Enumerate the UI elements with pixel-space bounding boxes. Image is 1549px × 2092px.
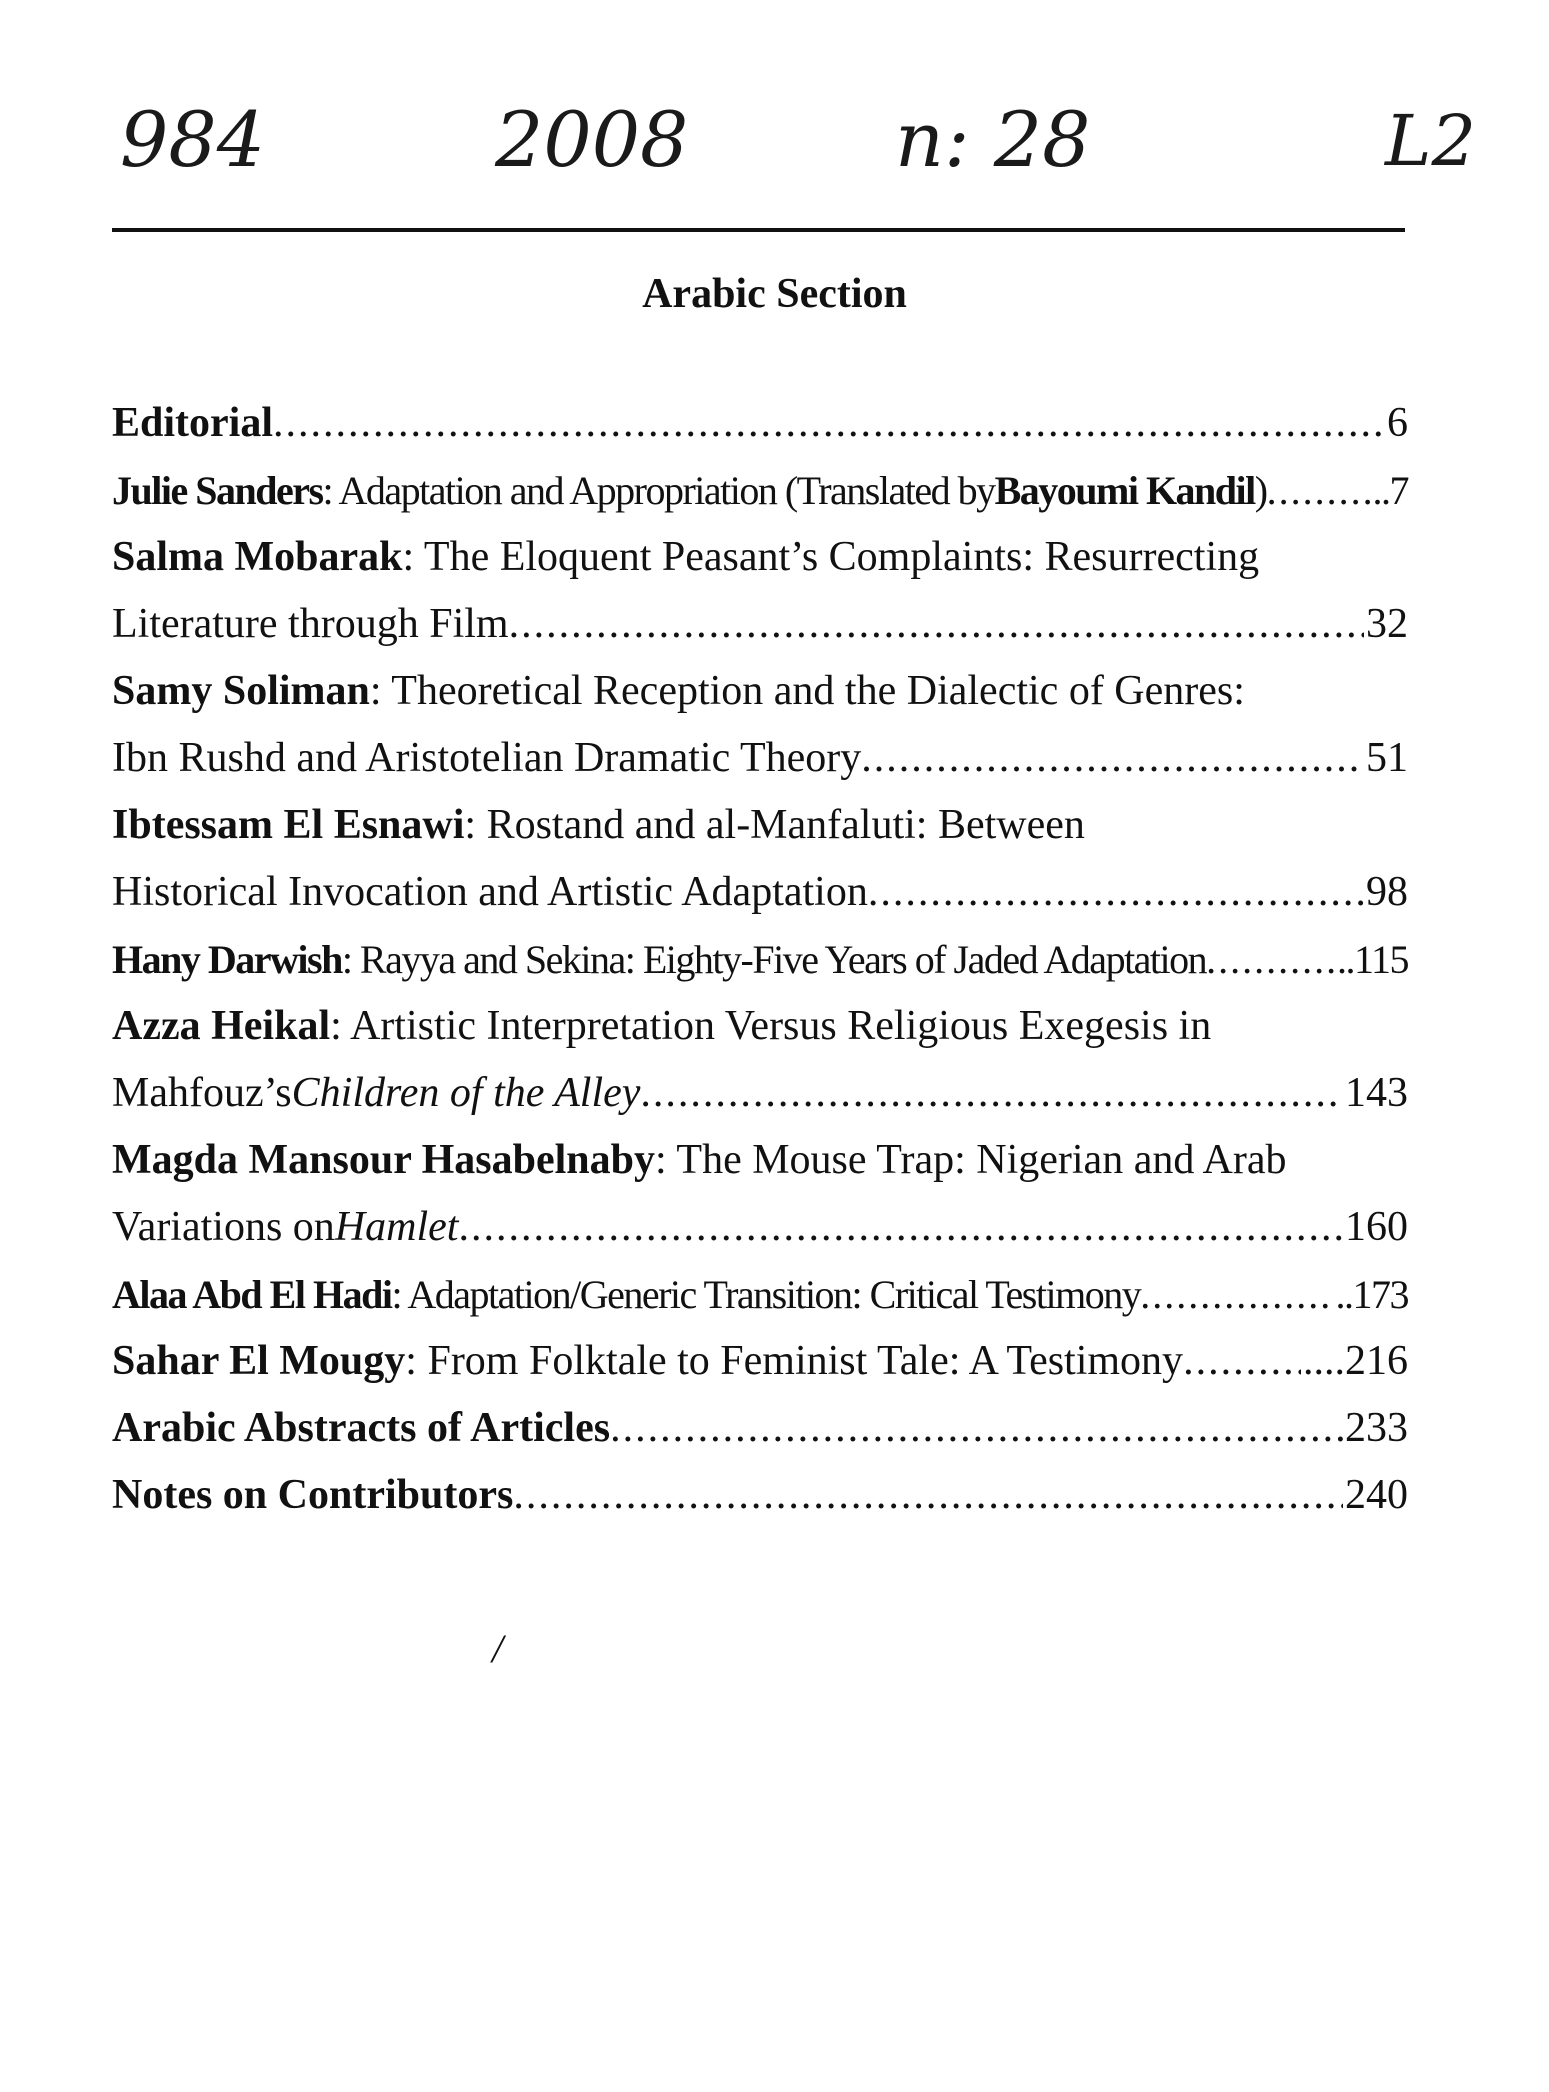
leader-dots — [458, 1194, 1343, 1261]
toc-entry-editorial[interactable] — [112, 390, 1408, 457]
page-number: ....216 — [1303, 1338, 1408, 1384]
toc-entry-sanders[interactable] — [112, 457, 1408, 524]
toc-entry-heikal[interactable] — [112, 993, 1408, 1060]
toc-entry-abd-el-hadi[interactable] — [112, 1261, 1408, 1328]
entry-title: : Adaptation/Generic Transition: Critical Testimony — [391, 1272, 1141, 1317]
page-number: ..7 — [1372, 468, 1408, 513]
page-number: 51 — [1366, 735, 1408, 781]
entry-title-italic: Children of the Alley — [291, 1070, 641, 1116]
entry-title-text: : Rostand and al-Manfaluti: Between — [464, 802, 1085, 848]
leader-dots — [1206, 926, 1335, 993]
entry-author: Alaa Abd El Hadi — [112, 1272, 392, 1317]
entry-author: Sahar El Mougy — [112, 1338, 406, 1384]
entry-title: : Rayya and Sekina: Eighty-Five Years of Jaded Adaptation — [341, 937, 1207, 982]
entry-author: Ibtessam El Esnawi — [112, 802, 465, 848]
leader-dots — [861, 725, 1364, 792]
page-number: 32 — [1366, 601, 1408, 647]
entry-title-cont: Literature through Film — [112, 601, 509, 647]
page-number: 233 — [1345, 1405, 1408, 1451]
entry-title: : Theoretical Reception and the Dialectic of Genres: — [369, 668, 1245, 714]
toc-entry-contributors[interactable] — [112, 1462, 1408, 1529]
entry-translator: Bayoumi Kandil — [994, 468, 1255, 513]
stray-pen-mark: / — [492, 1626, 504, 1671]
toc-entry-heikal-cont[interactable] — [112, 1060, 1408, 1127]
entry-title-cont: Historical Invocation and Artistic Adaptation — [112, 869, 868, 915]
page-number: ..115 — [1336, 937, 1408, 982]
section-title: Arabic Section — [642, 271, 907, 317]
entry-title: Notes on Contributors — [112, 1472, 514, 1518]
header-rule — [112, 228, 1405, 232]
leader-dots — [513, 1462, 1343, 1529]
entry-author: Salma Mobarak — [112, 534, 403, 580]
toc-entry-hasabelnaby-cont[interactable] — [112, 1194, 1408, 1261]
page-number: 98 — [1366, 869, 1408, 915]
toc-entry-abstracts[interactable] — [112, 1395, 1408, 1462]
entry-title: Editorial — [112, 400, 274, 446]
leader-dots — [273, 390, 1385, 457]
toc-entry-mobarak[interactable] — [112, 524, 1408, 591]
page-number: 240 — [1345, 1472, 1408, 1518]
entry-title-italic: Hamlet — [334, 1204, 459, 1250]
table-of-contents — [112, 390, 1408, 1529]
leader-dots — [610, 1395, 1343, 1462]
entry-title-end: ) — [1254, 468, 1267, 513]
handwritten-call-number: 984 — [120, 95, 266, 184]
handwritten-code: L2 — [1385, 100, 1477, 182]
entry-title-cont: Ibn Rushd and Aristotelian Dramatic Theory — [112, 735, 862, 781]
entry-author: Magda Mansour Hasabelnaby — [112, 1137, 655, 1183]
leader-dots — [1267, 457, 1371, 524]
toc-entry-esnawi[interactable] — [112, 792, 1408, 859]
handwritten-year: 2008 — [495, 95, 689, 184]
page-number: 143 — [1345, 1070, 1408, 1116]
toc-entry-soliman[interactable] — [112, 658, 1408, 725]
entry-title: : The Mouse Trap: Nigerian and Arab — [655, 1137, 1287, 1183]
toc-entry-soliman-cont[interactable] — [112, 725, 1408, 792]
leader-dots — [868, 859, 1364, 926]
entry-author: Samy Soliman — [112, 668, 370, 714]
handwritten-issue: n: 28 — [895, 95, 1091, 184]
entry-author: Hany Darwish — [112, 937, 342, 982]
page-number: 160 — [1345, 1204, 1408, 1250]
entry-title-cont: Mahfouz’s — [112, 1070, 292, 1116]
entry-title — [112, 792, 1085, 859]
toc-entry-mobarak-cont[interactable] — [112, 591, 1408, 658]
page-number: 6 — [1387, 400, 1408, 446]
toc-entry-darwish[interactable] — [112, 926, 1408, 993]
toc-entry-hasabelnaby[interactable] — [112, 1127, 1408, 1194]
entry-title: : The Eloquent Peasant’s Complaints: Resurrecting — [402, 534, 1260, 580]
entry-title: : Artistic Interpretation Versus Religious Exegesis in — [330, 1003, 1212, 1049]
page-number: ..173 — [1335, 1272, 1408, 1317]
leader-dots — [1183, 1328, 1301, 1395]
leader-dots — [1140, 1261, 1333, 1328]
entry-author: Azza Heikal — [112, 1003, 331, 1049]
entry-title: : Adaptation and Appropriation (Translated by — [322, 468, 995, 513]
toc-entry-el-mougy[interactable] — [112, 1328, 1408, 1395]
leader-dots — [640, 1060, 1343, 1127]
toc-entry-esnawi-cont[interactable] — [112, 859, 1408, 926]
entry-author: Julie Sanders — [112, 468, 323, 513]
entry-title: Arabic Abstracts of Articles — [112, 1405, 611, 1451]
entry-title-cont: Variations on — [112, 1204, 335, 1250]
entry-title: : From Folktale to Feminist Tale: A Testimony — [405, 1338, 1184, 1384]
leader-dots — [509, 591, 1364, 658]
